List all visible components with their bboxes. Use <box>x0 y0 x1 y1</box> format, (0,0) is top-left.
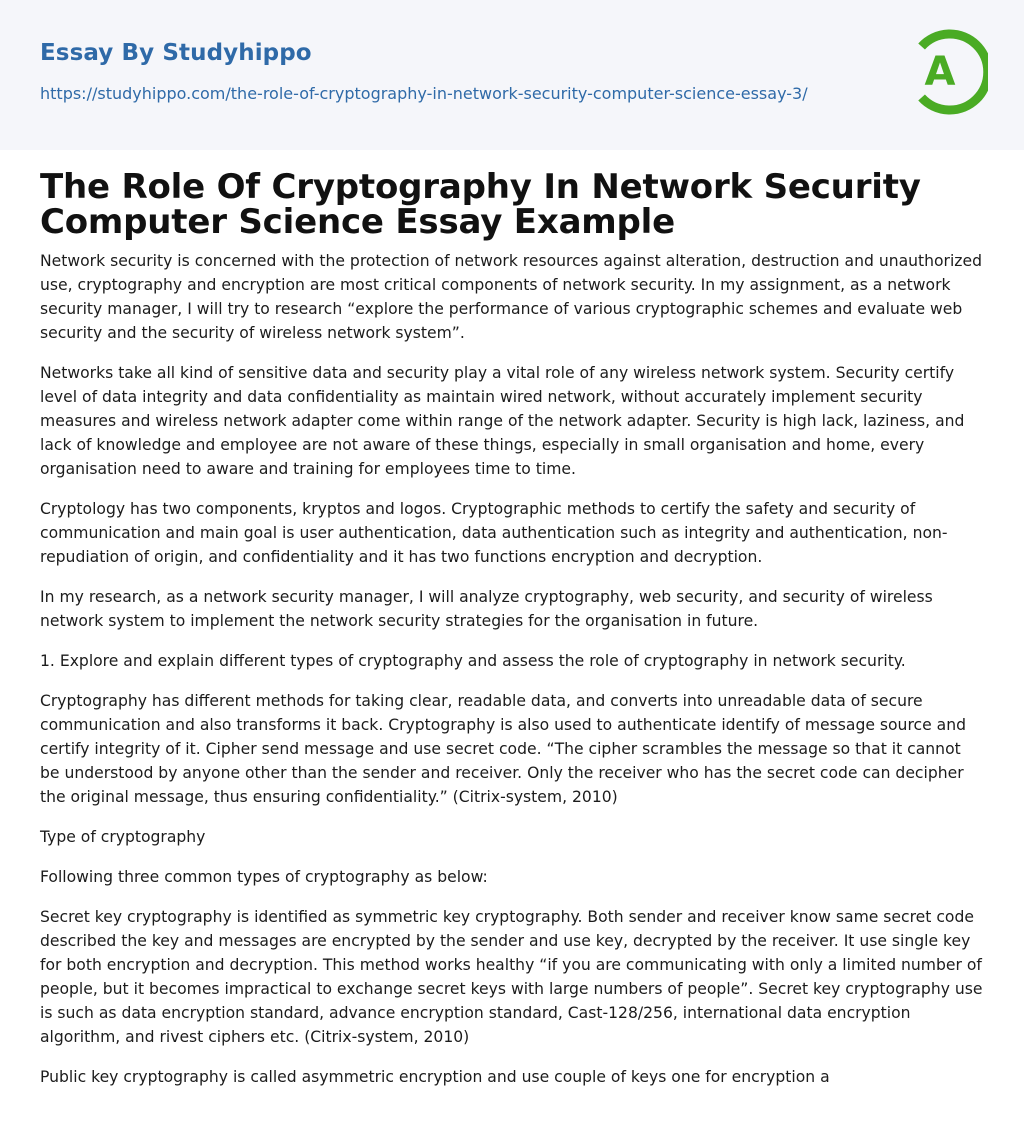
brand-title[interactable]: Essay By Studyhippo <box>40 40 312 66</box>
essay-paragraph: Following three common types of cryptography as below: <box>40 868 488 886</box>
page-title: The Role Of Cryptography In Network Security Computer Science Essay Example <box>40 167 921 242</box>
essay-paragraph-truncated: Public key cryptography is called asymmetric encryption and use couple of keys one for encryption a <box>40 1068 830 1086</box>
essay-paragraph: Cryptology has two components, kryptos and logos. Cryptographic methods to certify the safety and security of communication and main goal is user authentication, data authentication such as integrity and authentication, non-repudiation of origin, and confidentiality and it has two functions encryption and decryption. <box>40 500 948 566</box>
essay-paragraph: In my research, as a network security manager, I will analyze cryptography, web security, and security of wireless network system to implement the network security strategies for the organisation in future. <box>40 588 933 630</box>
essay-paragraph: 1. Explore and explain different types of cryptography and assess the role of cryptography in network security. <box>40 652 906 670</box>
site-header <box>0 0 1024 150</box>
essay-content <box>40 167 985 1105</box>
essay-paragraph: Secret key cryptography is identified as symmetric key cryptography. Both sender and receiver know same secret code described the key and messages are encrypted by the sender and use key, decrypted by the receiver. It use single key for both encryption and decryption. This method works healthy “if you are communicating with only a limited number of people, but it becomes impractical to exchange secret keys with large numbers of people”. Secret key cryptography use is such as data encryption standard, advance encryption standard, Cast-128/256, international data encryption algorithm, and rivest ciphers etc. (Citrix-system, 2010) <box>40 908 983 1046</box>
essay-subheading: Type of cryptography <box>40 828 206 846</box>
logo-letter: A <box>924 49 956 95</box>
studyhippo-logo[interactable] <box>908 28 988 116</box>
essay-paragraph: Networks take all kind of sensitive data and security play a vital role of any wireless network system. Security certify level of data integrity and data confidentiality as maintain wired network, without accurately implement security measures and wireless network adapter come within range of the network adapter. Security is high lack, laziness, and lack of knowledge and employee are not aware of these things, especially in small organisation and home, every organisation need to aware and training for employees time to time. <box>40 364 965 478</box>
essay-paragraph: Network security is concerned with the protection of network resources against alteration, destruction and unauthorized use, cryptography and encryption are most critical components of network security. In my assignment, as a network security manager, I will try to research “explore the performance of various cryptographic schemes and evaluate web security and the security of wireless network system”. <box>40 252 982 342</box>
source-url-link[interactable]: https://studyhippo.com/the-role-of-cryptography-in-network-security-computer-science-essay-3/ <box>40 84 808 103</box>
essay-paragraph: Cryptography has different methods for taking clear, readable data, and converts into unreadable data of secure communication and also transforms it back. Cryptography is also used to authenticate identify of message source and certify integrity of it. Cipher send message and use secret code. “The cipher scrambles the message so that it cannot be understood by anyone other than the sender and receiver. Only the receiver who has the secret code can decipher the original message, thus ensuring confidentiality.” (Citrix-system, 2010) <box>40 692 966 806</box>
